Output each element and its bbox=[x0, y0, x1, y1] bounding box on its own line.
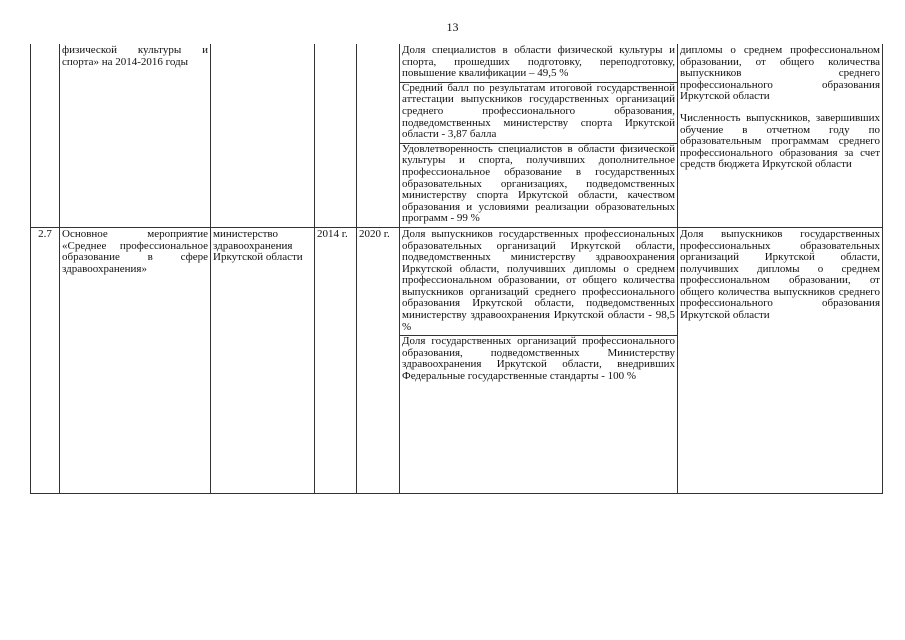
cell-measure-name: Основное мероприятие «Среднее профессиональное образование в сфере здравоохранения» bbox=[60, 227, 211, 493]
result-item: дипломы о среднем профессиональном образовании, от общего количества выпускников среднего профессионального образования Иркутской области bbox=[680, 44, 880, 103]
indicator-item: Средний балл по результатам итоговой государственной аттестации выпускников государственных организаций среднего профессионального образования, подведомственных министерству спорта Иркутской области - 3,87 балла bbox=[400, 83, 677, 144]
program-table bbox=[30, 44, 883, 494]
cell-indicators bbox=[400, 227, 678, 493]
indicator-item: Доля выпускников государственных профессиональных образовательных организаций Иркутской области, подведомственных министерству здравоохранения Иркутской области, получивших дипломы о среднем профессиональном образовании, от общего количества выпускников организаций среднего профессионального образования Иркутской области, подведомственных министерству здравоохранения Иркутской области - 98,5 % bbox=[400, 229, 677, 336]
cell-end: 2020 г. bbox=[357, 227, 400, 493]
cell-num: 2.7 bbox=[31, 227, 60, 493]
indicator-item: Доля специалистов в области физической культуры и спорта, прошедших подготовку, переподготовку, повышение квалификации – 49,5 % bbox=[400, 45, 677, 83]
cell-start-empty bbox=[315, 44, 357, 227]
result-item: Численность выпускников, завершивших обучение в отчетном году по образовательным программам среднего профессионального образования за счет средств бюджета Иркутской области bbox=[680, 111, 880, 171]
table-row-continued bbox=[31, 44, 883, 227]
page-number: 13 bbox=[446, 20, 459, 34]
cell-indicators bbox=[400, 44, 678, 227]
cell-num-empty bbox=[31, 44, 60, 227]
indicator-item: Доля государственных организаций профессионального образования, подведомственных Министерству здравоохранения Иркутской области, внедривших Федеральные государственные стандарты - 100 % bbox=[402, 335, 675, 383]
cell-measure-name: физической культуры и спорта» на 2014-2016 годы bbox=[60, 44, 211, 227]
cell-results bbox=[678, 44, 883, 227]
cell-executor: министерство здравоохранения Иркутской области bbox=[211, 227, 315, 493]
cell-result: Доля выпускников государственных профессиональных образовательных организаций Иркутской области, получивших дипломы о среднем профессиональном образовании, от общего количества выпускников среднего профессионального образования Иркутской области bbox=[678, 227, 883, 493]
cell-executor-empty bbox=[211, 44, 315, 227]
cell-start: 2014 г. bbox=[315, 227, 357, 493]
indicator-item: Удовлетворенность специалистов в области физической культуры и спорта, получивших дополнительное профессиональное образование в государственных образовательных организациях, подведомственных министерству спорта Иркутской области, качеством образования и условиями реализации образовательных программ - 99 % bbox=[402, 142, 675, 225]
table-row-2-7 bbox=[31, 227, 883, 493]
cell-end-empty bbox=[357, 44, 400, 227]
